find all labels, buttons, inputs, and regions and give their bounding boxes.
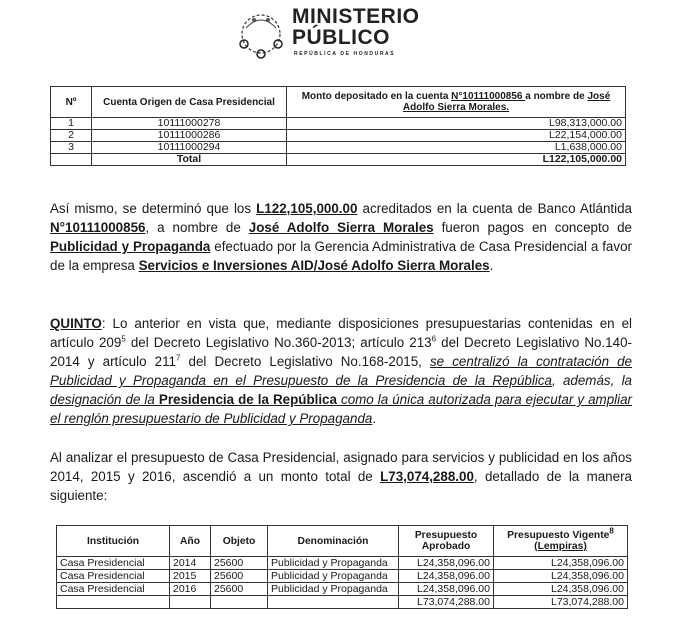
budget-table (56, 525, 628, 609)
table-header-row (51, 87, 626, 118)
table-row: Casa Presidencial 2014 25600 Publicidad y Propaganda L24,358,096.00 L24,358,096.00 (57, 557, 628, 570)
header-account-holder: José Adolfo Sierra Morales. (402, 91, 611, 113)
header-title-line1: MINISTERIO (292, 5, 420, 28)
col-header-current: Presupuesto Vigente$^8$ (Lempiras) (494, 526, 628, 557)
col-header-account: Cuenta Origen de Casa Presidencial (92, 87, 287, 118)
account-number: N°10111000856 (50, 220, 146, 235)
company-name: Servicios e Inversiones AID/José Adolfo Sierra Morales (138, 258, 490, 273)
footnote-ref: 7 (175, 353, 181, 363)
table-total-row (51, 154, 626, 166)
table-row: Casa Presidencial 2016 25600 Publicidad y Propaganda L24,358,096.00 L24,358,096.00 (57, 583, 628, 596)
col-header-denomination: Denominación (268, 526, 399, 557)
total-label: Total (92, 154, 287, 166)
section-heading: QUINTO (50, 316, 102, 331)
table-row: Casa Presidencial 2015 25600 Publicidad y Propaganda L24,358,096.00 L24,358,096.00 (57, 570, 628, 583)
paragraph-quinto: QUINTO: Lo anterior en vista que, mediante disposiciones presupuestarias contenidas en el artículo $209^5$ del Decreto Legislativo No.360-2013; artículo $213^6$ del Decreto Legislativo No.140-2014 y artículo $211^7$ del Decreto Legislativo No.168-2015, se centralizó la contratación de Publicidad y Propaganda en el Presupuesto de la Presidencia de la República, además, la designación de la Presidencia de la República como la única autorizada para ejecutar y ampliar el renglón presupuestario de Publicidad y Propaganda. (50, 316, 632, 426)
table-row: 2 10111000286 L22,154,000.00 (51, 130, 626, 142)
table-row: 1 10111000278 L98,313,000.00 (51, 118, 626, 130)
deposits-table (50, 86, 626, 166)
total-approved: L73,074,288.00 (399, 596, 494, 609)
total-amount: L122,105,000.00 (287, 154, 626, 166)
footnote-ref: 5 (121, 334, 126, 344)
budget-total: L73,074,288.00 (380, 469, 474, 484)
paragraph-payments: Así mismo, se determinó que los L122,105,000.00 acreditados en la cuenta de Banco Atlántida N°10111000856, a nombre de José Adolfo Sierra Morales fueron pagos en concepto de Publicidad y Propaganda efectuado por la Gerencia Administrativa de Casa Presidencial a favor de la empresa Servicios e Inversiones AID/José Adolfo Sierra Morales. (50, 201, 632, 273)
total-current: L73,074,288.00 (494, 596, 628, 609)
ministerio-publico-emblem-icon (232, 8, 290, 60)
table-row: 3 10111000294 L1,638,000.00 (51, 142, 626, 154)
col-header-num: Nº (51, 87, 92, 118)
account-holder: José Adolfo Sierra Morales (248, 220, 434, 235)
header-account-number: N°10111000856 (451, 91, 526, 102)
payment-concept: Publicidad y Propaganda (50, 239, 211, 254)
table-total-row (57, 596, 628, 609)
paragraph-budget: Al analizar el presupuesto de Casa Presidencial, asignado para servicios y publicidad en los años 2014, 2015 y 2016, ascendió a un monto total de L73,074,288.00, detallado de la manera siguiente: (50, 450, 632, 503)
header-subtitle: REPÚBLICA DE HONDURAS (294, 51, 396, 57)
document-header (232, 4, 452, 60)
presidency-bold: Presidencia de la República (158, 392, 337, 407)
col-header-approved: Presupuesto Aprobado (399, 526, 494, 557)
col-header-amount: Monto depositado en la cuenta N°10111000856 a nombre de José Adolfo Sierra Morales. (287, 87, 626, 118)
col-header-object: Objeto (211, 526, 268, 557)
header-title-line2: PÚBLICO (292, 26, 390, 49)
col-header-institution: Institución (57, 526, 170, 557)
table-header-row (57, 526, 628, 557)
col-header-year: Año (170, 526, 211, 557)
amount-credited: L122,105,000.00 (256, 201, 358, 216)
footnote-ref: 6 (431, 334, 437, 344)
